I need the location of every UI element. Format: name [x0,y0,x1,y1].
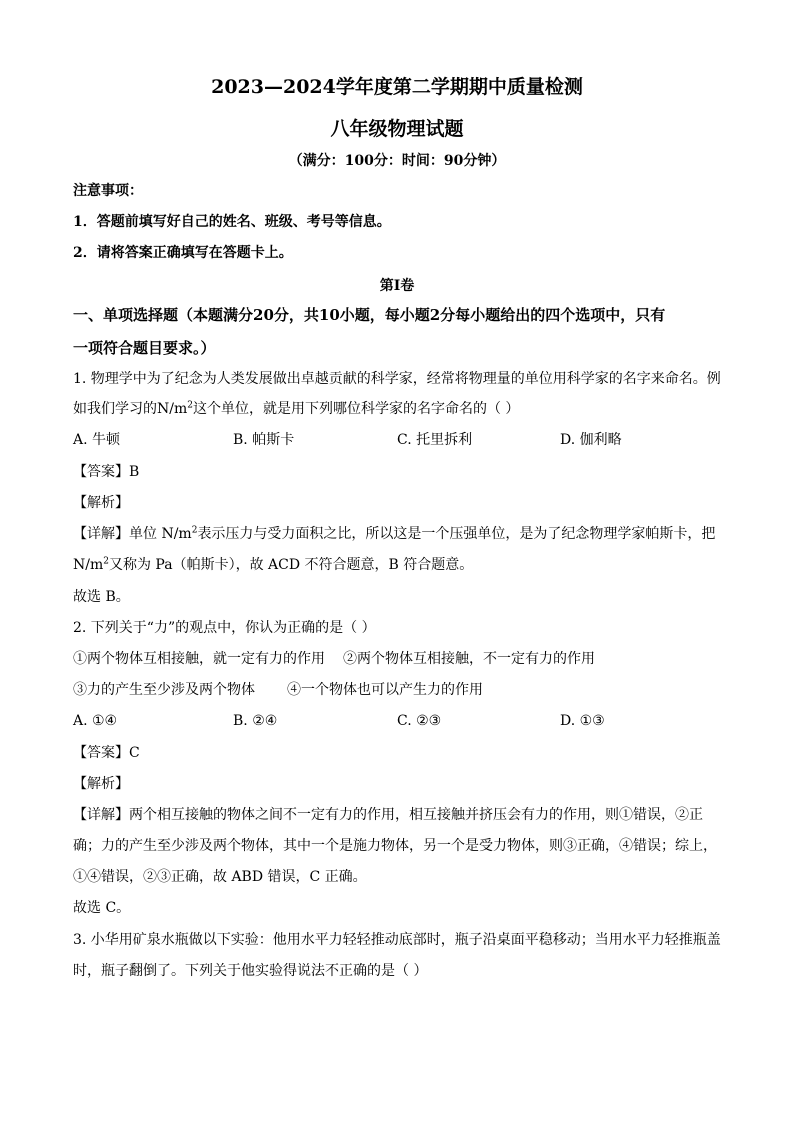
superscript: 2 [191,525,198,536]
q2-option-d: D. ①③ [560,713,605,729]
q1-detail-text: N/m [73,557,104,573]
q1-detail-line1 [73,524,715,544]
exam-meta: （满分：100分：时间：90分钟） [288,153,506,169]
q1-option-a: A. 牛顿 [73,432,121,448]
q2-statement-1: ①两个物体互相接触，就一定有力的作用 [73,651,325,667]
exam-title: 2023—2024学年度第二学期期中质量检测 [211,76,583,98]
q1-stem-text: 如我们学习的N/m [73,401,188,417]
q1-stem-line2 [73,399,519,419]
section-heading-line2: 一项符合题目要求。） [73,339,216,357]
q2-stem: 2. 下列关于“力”的观点中，你认为正确的是（ ） [73,620,376,636]
q3-stem-line1: 3. 小华用矿泉水瓶做以下实验：他用水平力轻轻推动底部时，瓶子沿桌面平稳移动；当用水平力轻推瓶盖 [73,932,721,948]
q1-option-d: D. 伽利略 [560,432,622,448]
q1-conclusion: 故选 B。 [73,589,130,605]
q1-analysis-label: 【解析】 [73,495,129,511]
superscript: 2 [103,556,109,567]
q2-statement-4: ④一个物体也可以产生力的作用 [287,682,483,698]
superscript: 2 [187,400,193,411]
q2-answer: 【答案】C [73,745,140,761]
q2-conclusion: 故选 C。 [73,900,131,916]
q1-option-b: B. 帕斯卡 [233,432,295,448]
q2-option-c: C. ②③ [397,713,442,729]
exam-subtitle: 八年级物理试题 [330,118,464,140]
q3-stem-line2: 时，瓶子翻倒了。下列关于他实验得说法不正确的是（ ） [73,963,428,979]
notes-heading: 注意事项： [73,183,143,199]
q1-option-c: C. 托里拆利 [397,432,473,448]
section-heading-line1: 一、单项选择题（本题满分20分，共10小题，每小题2分每小题给出的四个选项中，只有 [73,306,666,324]
q2-option-b: B. ②④ [233,713,278,729]
q2-detail-line2: 确；力的产生至少涉及两个物体，其中一个是施力物体，另一个是受力物体，则③正确，④错误；综上， [73,838,717,854]
q1-answer: 【答案】B [73,464,140,480]
volume-heading: 第I卷 [379,278,415,294]
q1-detail-line2 [73,555,473,575]
q2-statement-3: ③力的产生至少涉及两个物体 [73,682,255,698]
q1-detail-text: 又称为 Pa（帕斯卡），故 ACD 不符合题意，B 符合题意。 [108,557,474,573]
notes-item-1: 1．答题前填写好自己的姓名、班级、考号等信息。 [73,214,391,230]
q2-analysis-label: 【解析】 [73,776,129,792]
q2-option-a: A. ①④ [73,713,118,729]
q2-detail-line3: ①④错误，②③正确，故 ABD 错误，C 正确。 [73,869,367,885]
q2-statement-2: ②两个物体互相接触，不一定有力的作用 [343,651,595,667]
q1-detail-text: 表示压力与受力面积之比，所以这是一个压强单位，是为了纪念物理学家帕斯卡，把 [197,526,716,542]
q1-stem-line1: 1. 物理学中为了纪念为人类发展做出卓越贡献的科学家，经常将物理量的单位用科学家的名字来命名。例 [73,371,721,387]
notes-item-2: 2．请将答案正确填写在答题卡上。 [73,245,293,261]
q2-detail-line1: 【详解】两个相互接触的物体之间不一定有力的作用，相互接触并挤压会有力的作用，则①错误，②正 [73,807,703,823]
q1-stem-text: 这个单位，就是用下列哪位科学家的名字命名的（ ） [192,401,520,417]
q1-detail-text: 【详解】单位 N/m [73,526,192,542]
